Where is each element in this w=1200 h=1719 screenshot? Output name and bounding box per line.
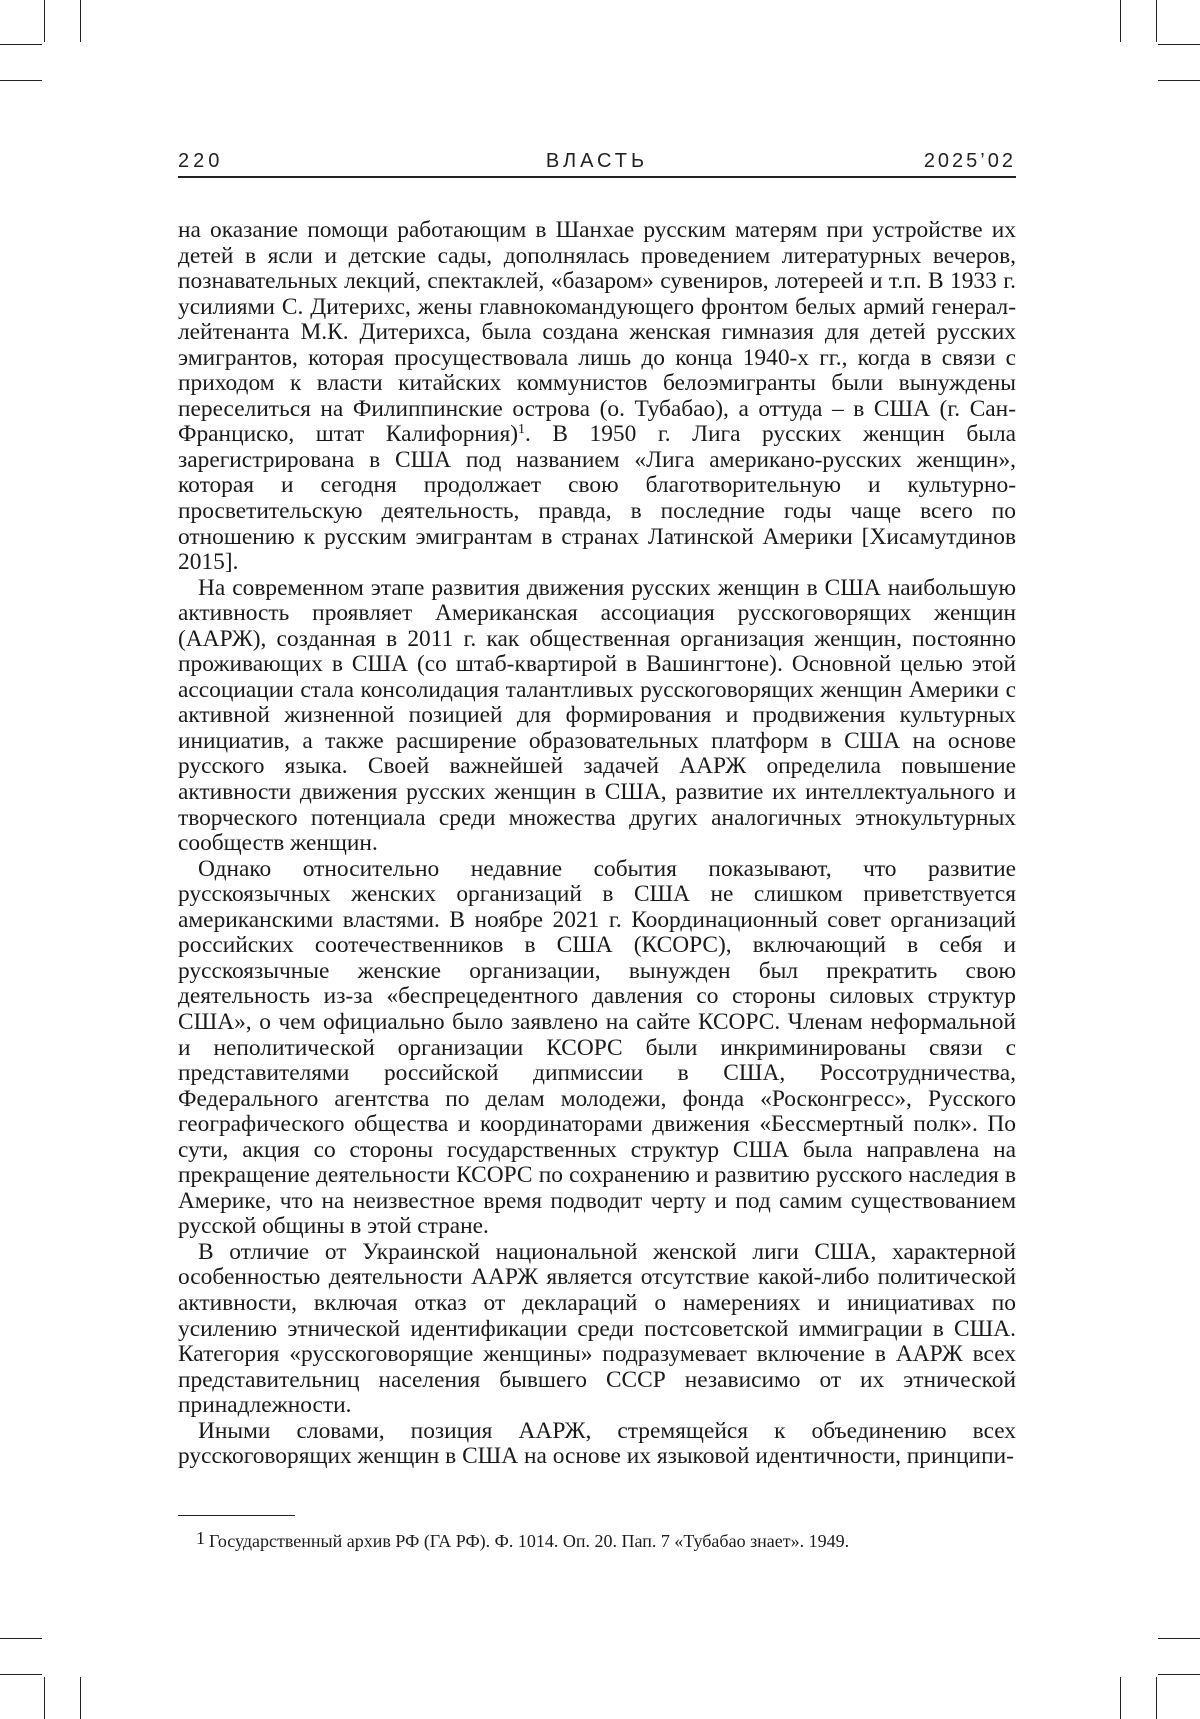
paragraph: В отличие от Украинской национальной женской лиги США, характерной особенностью деятельности ААРЖ является отсутствие какой-либо политической активности, включая отказ от деклараций о намерениях и инициативах по усилению этнической идентификации среди постсоветской иммиграции в США. Категория «русскоговорящие женщины» подразумевает включение в ААРЖ всех представительниц населения бывшего СССР независимо от их этнической принадлежности. <box>178 1238 1016 1419</box>
footnote <box>196 1527 996 1552</box>
crop-mark <box>44 0 45 42</box>
footnote-mark: 1 <box>196 1528 205 1548</box>
paragraph: На современном этапе развития движения русских женщин в США наибольшую активность проявляет Американская ассоциация русскоговорящих женщин (ААРЖ), созданная в 2011 г. как общественная организация женщин, постоянно проживающих в США (со штаб-квартирой в Вашингтоне). Основной целью этой ассоциации стала консолидация талантливых русскоговорящих женщин Америки с активной жизненной позицией для формирования и продвижения культурных инициатив, а также расширение образовательных платформ в США на основе русского языка. Своей важнейшей задачей ААРЖ определила повышение активности движения русских женщин в США, развитие их интеллектуального и творческого потенциала среди множества других аналогичных этнокультурных сообществ женщин. <box>178 574 1016 857</box>
footnote-rule <box>178 1515 295 1516</box>
journal-title: ВЛАСТЬ <box>545 150 649 172</box>
paragraph-text: на оказание помощи работающим в Шанхае русским матерям при устройстве их детей в ясли и детские сады, дополнялась проведением литературных вечеров, познавательных лекций, спектаклей, «базаром» сувениров, лотереей и т.п. В 1933 г. усилиями С. Дитерихс, жены главнокомандующего фронтом белых армий генерал-лейтенанта М.К. Дитерихса, была создана женская гимназия для детей русских эмигрантов, которая просуществовала лишь до конца 1940-х гг., когда в связи с приходом к власти китайских коммунистов белоэмигранты были вынуждены переселиться на Филиппинские острова (о. Тубабао), а оттуда – в США (г. Сан-Франциско, штат Калифорния) <box>178 217 1016 448</box>
crop-mark <box>0 80 42 81</box>
crop-mark <box>1120 1677 1121 1719</box>
crop-mark <box>1120 0 1121 42</box>
paragraph: Однако относительно недавние события показывают, что развитие русскоязычных женских организаций в США не слишком приветствуется американскими властями. В ноябре 2021 г. Координационный совет организаций российских соотечественников в США (КСОРС), включающий в себя и русскоязычные женские организации, вынужден был прекратить свою деятельность из-за «беспрецедентного давления со стороны силовых структур США», о чем официально было заявлено на сайте КСОРС. Членам неформальной и неполитической организации КСОРС были инкриминированы связи с представителями российской дипмиссии в США, Россотрудничества, Федерального агентства по делам молодежи, фонда «Росконгресс», Русского географического общества и координаторами движения «Бессмертный полк». По сути, акция со стороны государственных структур США была направлена на прекращение деятельности КСОРС по сохранению и развитию русского наследия в Америке, что на неизвестное время подводит черту и под самим существованием русской общины в этой стране. <box>178 855 1016 1240</box>
header-rule <box>178 176 1016 178</box>
crop-mark <box>1158 80 1200 81</box>
paragraph-text: . В 1950 г. Лига русских женщин была зарегистрирована в США под названием «Лига американо-русских женщин», которая и сегодня продолжает свою благотворительную и культурно-просветительскую деятельность, правда, в последние годы чаще всего по отношению к русским эмигрантам в странах Латинской Америки [Хисамутдинов 2015]. <box>178 421 1017 576</box>
paragraph: Иными словами, позиция ААРЖ, стремящейся к объединению всех русскоговорящих женщин в США на основе их языковой идентичности, принципи- <box>178 1417 1016 1470</box>
footnote-text: Государственный архив РФ (ГА РФ). Ф. 1014. Оп. 20. Пап. 7 «Тубабао знает». 1949. <box>209 1531 850 1551</box>
crop-mark <box>44 1677 45 1719</box>
crop-mark <box>0 1638 42 1639</box>
running-head <box>178 150 1016 178</box>
crop-mark <box>80 1677 81 1719</box>
crop-mark <box>1158 1638 1200 1639</box>
article-body <box>178 218 1016 1470</box>
crop-mark <box>80 0 81 42</box>
paragraph <box>178 218 1016 576</box>
crop-mark <box>0 1674 42 1675</box>
footnote-reference[interactable]: 1 <box>518 422 525 438</box>
crop-mark <box>1158 44 1200 45</box>
crop-mark <box>1156 0 1157 42</box>
crop-mark <box>1156 1677 1157 1719</box>
crop-mark <box>0 44 42 45</box>
page-number: 220 <box>178 150 224 172</box>
issue-number: 2025’02 <box>923 150 1016 172</box>
crop-mark <box>1158 1674 1200 1675</box>
